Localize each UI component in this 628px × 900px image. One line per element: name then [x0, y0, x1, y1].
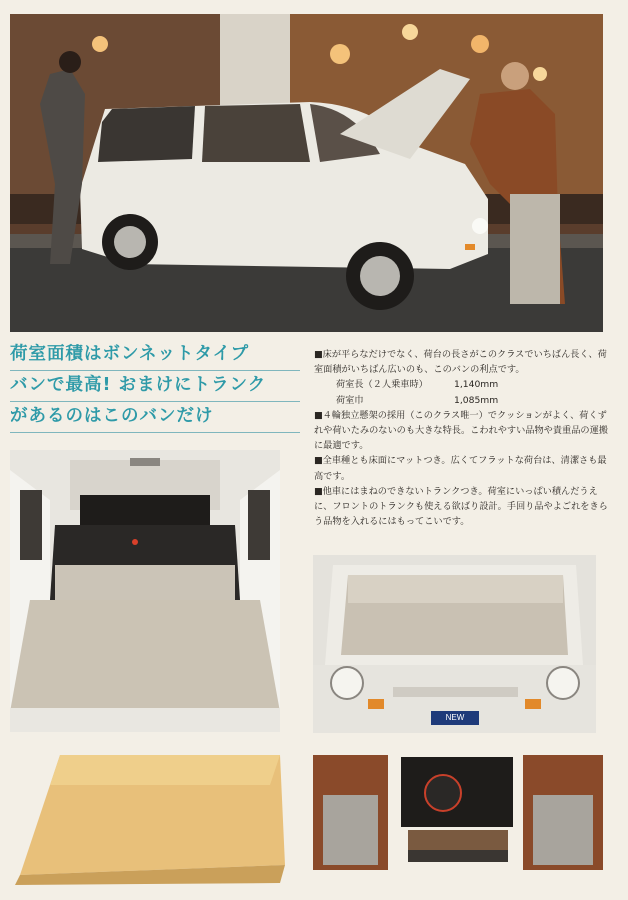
feature-description [314, 347, 614, 529]
spec-value: 1,085mm [454, 394, 499, 406]
headline-line-3: があるのはこのバンだけ [10, 402, 300, 433]
paragraph-trunk: ■他車にはまねのできないトランクつき。荷室にいっぱい積んだうえに、フロントのトランクも使える欲ばり設計。手回り品やよごれをきらう品物を入れるにはもってこいです。 [314, 485, 608, 528]
stereo-set-photo [313, 755, 603, 885]
spec-row-cargo-length [314, 377, 614, 392]
foam-cushion-photo [10, 745, 292, 885]
cargo-interior-photo [10, 450, 280, 732]
front-trunk-photo [313, 555, 596, 733]
spec-value: 1,140mm [454, 379, 499, 391]
spec-label: 荷室長（２人乗車時） [336, 379, 428, 391]
hero-photo-van-street [10, 14, 603, 332]
license-plate: NEW [445, 713, 465, 722]
paragraph-suspension: ■４輪独立懸架の採用（このクラス唯一）でクッションがよく、荷くずれや荷いたみのないのも大きな特長。こわれやすい品物や貴重品の運搬に最適です。 [314, 409, 608, 452]
headline-line-1: 荷室面積はボンネットタイプ [10, 340, 300, 371]
spec-label: 荷室巾 [336, 394, 364, 406]
paragraph-floor-mat: ■全車種とも床面にマットつき。広くてフラットな荷台は、清潔さも最高です。 [314, 455, 607, 482]
headline-block [10, 340, 300, 433]
headline-line-2: バンで最高! おまけにトランク [10, 371, 300, 402]
spec-row-cargo-width [314, 393, 614, 408]
paragraph-flat-floor: ■床が平らなだけでなく、荷台の長さがこのクラスでいちばん長く、荷室面積がいちばん広いのも、このバンの利点です。 [314, 349, 607, 376]
